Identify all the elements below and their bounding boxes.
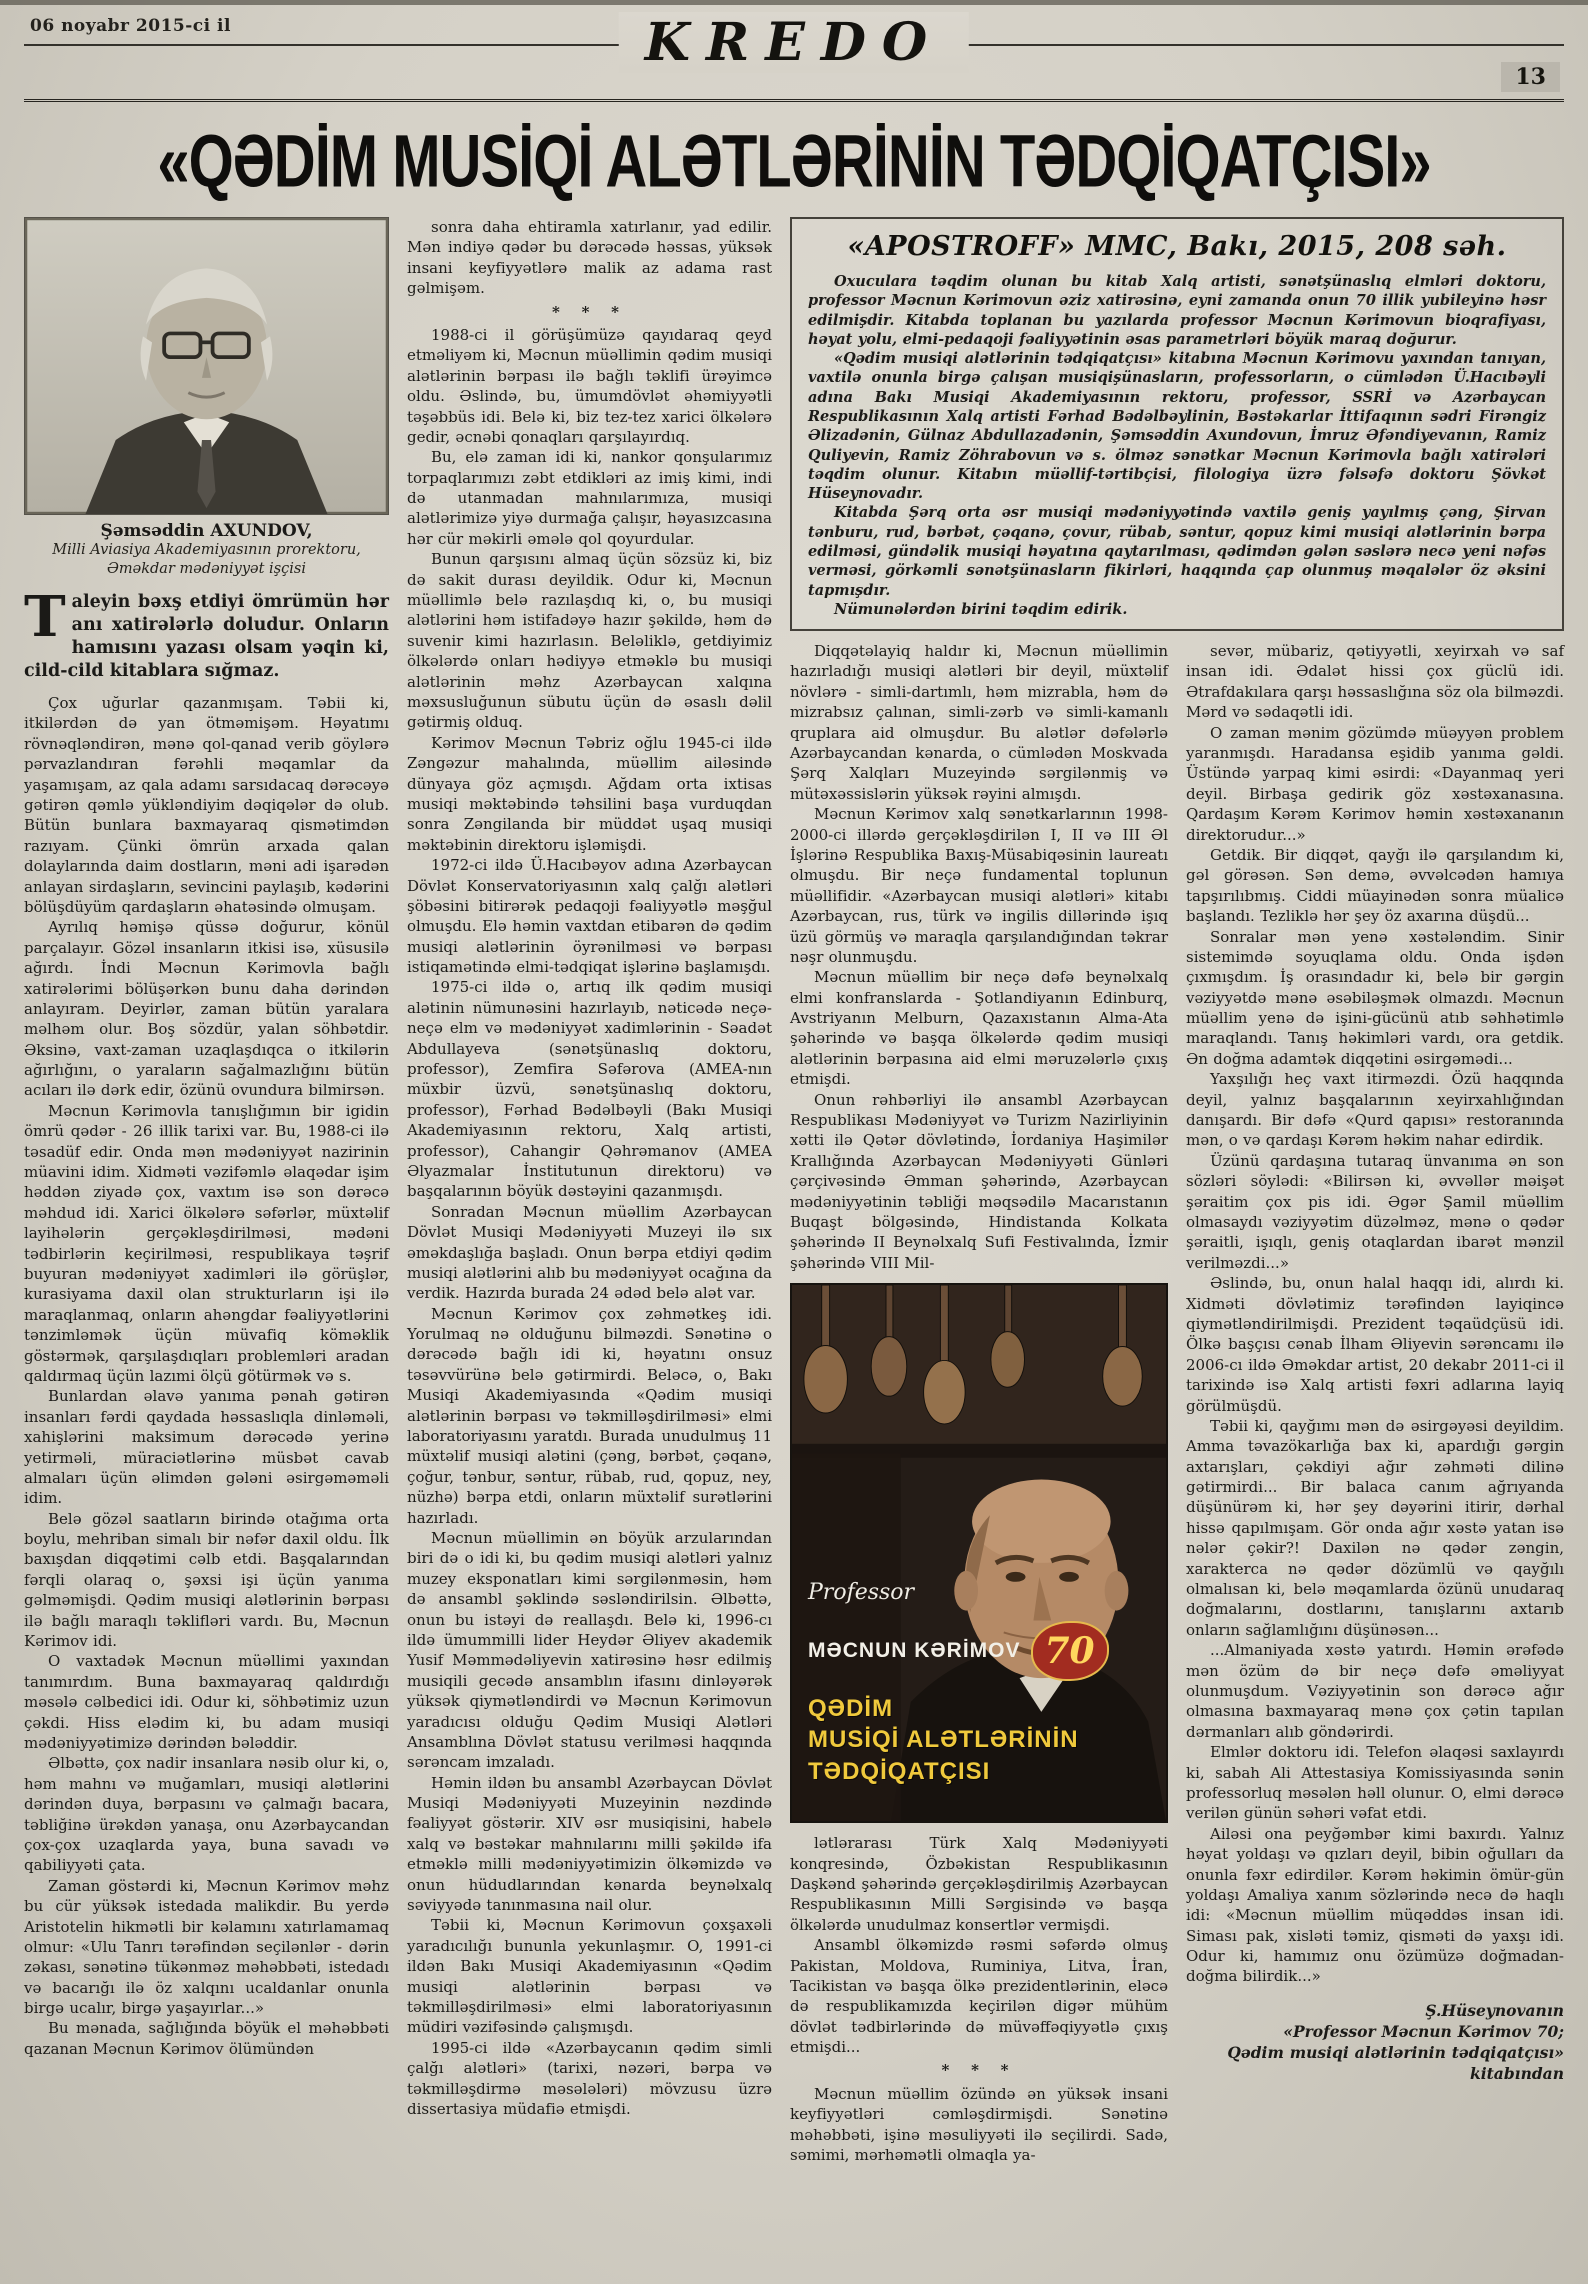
page-number: 13: [1501, 62, 1560, 92]
paragraph: Əslində, bu, onun halal haqqı idi, alırdı ki. Xidməti dövlətimiz tərəfindən layiqincə qiymətləndirilmişdi. Prezident təqaüdçüsü idi. Ölkə başçısı cənab İlham Əliyevin sərəncamı ilə 2006-cı ildə Əməkdar artist, 20 dekabr 2011-ci il tarixində isə Xalq artisti fəxri adlarına layiq görülmüşdü.: [1186, 1274, 1564, 1415]
paragraph: Ailəsi ona peyğəmbər kimi baxırdı. Yalnız həyat yoldaşı və qızları deyil, bibin oğulları da onunla fəxr edirdilər. Kərəm həkimin ömür-gün yoldaşı Amaliya xanım sözlərində necə də haqlı idi: «Məcnun müəllim müqəddəs insan idi. Siması pak, xisləti təmiz, qisməti də yaxşı idi. Odur ki, hamımız onu özümüzə doğmadan-doğma bilirdik...»: [1186, 1824, 1564, 1986]
paragraph: Elmlər doktoru idi. Telefon əlaqəsi saxlayırdı ki, sabah Ali Attestasiya Komissiyasında sənin professorluq məsələn həll olunur. O, elmi dərəcə verilən günün səhəri vəfat etdi.: [1186, 1743, 1564, 1823]
paragraph: Sonralar mən yenə xəstələndim. Sinir sistemimdə soyuqlama oldu. Onda işdən çıxmışdım. İş orasındadır ki, belə bir gərgin vəziyyətdə mənə əsəbiləşmək olmazdı. Məcnun müəllim yenə də işini-gücünü atıb səhhətimlə maraqlandı. Tanış həkimləri vardı, ora getdik. Ən doğma adamtək diqqətini əsirgəmədi...: [1186, 927, 1564, 1068]
paragraph: sonra daha ehtiramla xatırlanır, yad edilir. Mən indiyə qədər bu dərəcədə həssas, yüksək insani keyfiyyətlərə malik az adama rast gəlmişəm.: [407, 218, 772, 298]
masthead-title: KREDO: [619, 12, 969, 73]
column-2-text: [407, 217, 772, 2119]
page-header: [24, 6, 1564, 102]
paragraph: Getdik. Bir diqqət, qayğı ilə qarşılandım ki, gəl görəsən. Sən demə, əvvəlcədən hamıya tapşırılıbmış. Ciddi müayinədən sonra müalicə başlandı. Tezliklə hər şey öz axarına düşdü...: [1186, 845, 1564, 926]
paragraph: Üzünü qardaşına tutaraq ünvanıma ən son sözləri söylədi: «Bilirsən ki, əvvəllər məişət şəraitim çox pis idi. Əgər Şamil müəllim olmasaydı vəziyyətim düzəlməz, mənə o qədər şəraitli, işıqlı, geniş otaqlardan ibarət mənzil verilməzdi...»: [1186, 1151, 1564, 1272]
paragraph: Məcnun müəllimin ən böyük arzularından biri də o idi ki, bu qədim musiqi alətləri yalnız muzey eksponatları kimi sərgilənməsin, həm də ansambl şəklində səsləndirilsin. Əlbəttə, onun bu istəyi də reallaşdı. Belə ki, 1996-cı ildə ümummilli lider Heydər Əliyev akademik Yusif Məmmədəliyevin xatirəsinə həsr edilmiş musiqili gecədə ansamblın ifasını dinləyərək yüksək qiymətləndirdi və Məcnun Kərimovun yaradıcısı olduğu Qədim Musiqi Alətləri Ansamblına Dövlət statusu verilməsi haqqında sərəncam imzaladı.: [407, 1529, 772, 1772]
paragraph: Məcnun müəllim özündə ən yüksək insani keyfiyyətləri cəmləşdirmişdi. Sənətinə məhəbbəti, işinə məsuliyyəti ilə seçilirdi. Sadə, səmimi, mərhəmətli olmaqla ya-: [790, 2084, 1168, 2165]
paragraph: Ayrılıq həmişə qüssə doğurur, könül parçalayır. Gözəl insanların itkisi isə, xüsusilə ağırdı. İndi Məcnun Kərimovla bağlı xatirələrimi bölüşərkən bunu daha dərindən anlayıram. Deyirlər, zaman bütün yaralara məlhəm olur. Boş sözdür, yalan söhbətdir. Əksinə, vaxt-zaman uzaqlaşdıqca o itkilərin ağırlığını, o yaraların sağalmazlığını bütün acıları ilə dərk edir, özünü ovundura bilmirsən.: [24, 918, 389, 1100]
caption-author-role-2: Əməkdar mədəniyyət işçisi: [107, 560, 306, 577]
paragraph: O zaman mənim gözümdə müəyyən problem yaranmışdı. Haradansa eşidib yanıma gəldi. Üstündə yarpaq kimi əsirdi: «Dayanmaq yeri deyil. Birbaşa gedirik göz xəstəxanasına. Qardaşım Kərəm Kərimov həmin xəstəxananın direktorudur...»: [1186, 723, 1564, 844]
paragraph: Bu mənada, sağlığında böyük el məhəbbəti qazanan Məcnun Kərimov ölümündən: [24, 2019, 389, 2058]
book-review-box: [790, 217, 1564, 631]
book-review-text: [808, 272, 1546, 619]
paragraph: Bunlardan əlavə yanıma pənah gətirən insanları fərdi qaydada həssaslıqla dinləməli, xahişlərini maksimum dərəcədə yerinə yetirməli, müraciətlərinə müsbət cavab almaları üçün əlimdən gələni əsirgəməməli idim.: [24, 1387, 389, 1508]
paragraph: Diqqətəlayiq haldır ki, Məcnun müəllimin hazırladığı musiqi alətləri bir deyil, müxtəlif növlərə - simli-dartımlı, həm mizrabla, həm də mizrabsız çalınan, simli-zərb və simli-kamanlı qruplara aid olmuşdur. Bu alətlər dəfələrlə Azərbaycandan kənarda, o cümlədən Moskvada Şərq Xalqları Muzeyində sərgilənmiş və mütəxəssislərin yüksək rəyini almışdı.: [790, 642, 1168, 803]
column-3-text-top: [790, 641, 1168, 1273]
paragraph: * * *: [552, 302, 627, 321]
paragraph: Belə gözəl saatların birində otağıma orta boylu, mehriban simalı bir nəfər daxil oldu. İlk baxışdan diqqətimi cəlb etdi. Başqalarından fərqli olaraq o, şəxsi işi üçün yanıma gəlməmişdi. Qədim musiqi alətlərinin bərpası ilə bağlı maraqlı təklifləri vardı. Bu, Məcnun Kərimov idi.: [24, 1509, 389, 1651]
paragraph: Onun rəhbərliyi ilə ansambl Azərbaycan Respublikası Mədəniyyət və Turizm Nazirliyinin xətti ilə Qətər dövlətində, İordaniya Haşimilər Krallığında Azərbaycan Mədəniyyəti Günləri çərçivəsində Əmman şəhərində, Azərbaycan mədəniyyətinin təbliği məqsədilə Macarıstanın Buqaşt bölgəsində, Hindistanda Kolkata şəhərində II Beynəlxalq Sufi Festivalında, İzmir şəhərində VIII Mil-: [790, 1090, 1168, 1272]
column-3-text-bottom: [790, 1833, 1168, 2165]
column-1: [24, 217, 389, 2165]
drop-cap: T: [24, 583, 66, 650]
paragraph: Məcnun Kərimovla tanışlığımın bir igidin ömrü qədər - 26 illik tarixi var. Bu, 1988-ci ilə təsadüf edir. Onda mən mədəniyyət nazirinin müavini idim. Xidməti vəzifəmlə əlaqədar işim həddən ziyadə çox, vaxtım isə son dərəcə məhdud idi. Xarici ölkələrə səfərlər, müxtəlif layihələrin gerçəkləşdirilməsi, mədəni tədbirlərin keçirilməsi, respublikaya təşrif buyuran mədəniyyət xadimləri ilə görüşlər, kurasiyama daxil olan strukturların işi ilə maraqlanmaq, onların ahəngdar fəaliyyətlərini tənzimləmək üçün müvafiq köməklik göstərmək, qarşılaşdıqları problemləri aradan qaldırmaq üçün lazımi ölçü götürmək və s.: [24, 1101, 389, 1385]
caption-author-name: Şəmsəddin AXUNDOV,: [100, 521, 313, 541]
paragraph: Oxuculara təqdim olunan bu kitab Xalq artisti, sənətşünaslıq elmləri doktoru, professor Məcnun Kərimovun əziz xatirəsinə, eyni zamanda onun 70 illik yubileyinə həsr edilmişdir. Kitabda toplanan bu yazılarda professor Məcnun Kərimovun bioqrafiyası, həyat yolu, elmi-pedaqoji fəaliyyətinin əsas parametrləri böyük maraq doğurur.: [808, 273, 1546, 348]
article-body: [24, 217, 1564, 2165]
issue-date: 06 noyabr 2015-ci il: [30, 16, 231, 36]
paragraph: Kərimov Məcnun Təbriz oğlu 1945-ci ildə Zəngəzur mahalında, müəllim ailəsində dünyaya göz açmışdı. Ağdam orta ixtisas musiqi məktəbində təhsilini başa vurduqdan sonra Zəngilanda bir müddət uşaq musiqi məktəbinin direktoru işləmişdi.: [407, 733, 772, 854]
paragraph: O vaxtadək Məcnun müəllimi yaxından tanımırdım. Buna baxmayaraq qaldırdığı məsələ cəlbedici idi. Odur ki, söhbətimiz uzun çəkdi. Hiss elədim ki, bu adam musiqi mədəniyyətimizə dərindən bələddir.: [24, 1652, 389, 1752]
right-columns: [790, 641, 1564, 2165]
paragraph: 1988-ci il görüşümüzə qayıdaraq qeyd etməliyəm ki, Məcnun müəllimin qədim musiqi alətlərinin bərpası ilə bağlı təklifi ürəyimcə oldu. Əslində, bu, ümumdövlət əhəmiyyətli təşəbbüs idi. Belə ki, biz tez-tez xarici ölkələrə gedir, əcnəbi qonaqları qarşılayırdıq.: [407, 325, 772, 446]
paragraph: Qədim musiqi alətlərinin tədqiqatçısı»: [1227, 2042, 1564, 2062]
right-half: [790, 217, 1564, 2165]
paragraph: Bunun qarşısını almaq üçün sözsüz ki, biz də sakit durası deyildik. Odur ki, Məcnun müəllimlə belə razılaşdıq ki, o, bu musiqi alətlərini həm istifadəyə hazır şəkildə, həm də suvenir kimi hazırlasın. Beləliklə, getdiyimiz ölkələrdə onları hədiyyə etməklə bu musiqi alətlərinin məhz Azərbaycan xalqına məxsusluğunun sübutu üçün də əsaslı dəlil gətirmiş olduq.: [407, 550, 772, 732]
paragraph: Sonradan Məcnun müəllim Azərbaycan Dövlət Musiqi Mədəniyyəti Muzeyi ilə sıx əməkdaşlığa başladı. Onun bərpa etdiyi qədim musiqi alətlərini alıb bu mədəniyyət ocağına da verdik. Hazırda burada 24 ədəd belə alət var.: [407, 1202, 772, 1303]
paragraph: Məcnun Kərimov xalq sənətkarlarının 1998-2000-ci illərdə gerçəkləşdirilən I, II və III Əl İşlərinə Respublika Baxış-Müsabiqəsinin laureatı olmuşdu. Bir neçə fundamental toplunun müəllifidir. «Azərbaycan musiqi alətləri» kitabı Azərbaycan, rus, türk və ingilis dillərində işıq üzü görmüş və maraqla qarşılandığından təkrar nəşr olunmuşdu.: [790, 805, 1168, 966]
cover-name-row: [808, 1621, 1109, 1681]
lead-text: aleyin bəxş etdiyi ömrümün hər anı xatirələrlə doludur. Onların hamısını yazası olsam yəqin ki, cild-cild kitablara sığmaz.: [24, 591, 389, 681]
portrait-illustration: [25, 218, 388, 514]
paragraph: «Professor Məcnun Kərimov 70;: [1283, 2021, 1564, 2041]
paragraph: QƏDİM: [808, 1695, 894, 1723]
paragraph: Əlbəttə, çox nadir insanlara nəsib olur ki, o, həm mahnı və muğamları, musiqi alətlərini dərindən duya, bərpasını və çalmağı bacara, təbliğinə ürəkdən yanaşa, onu Azərbaycandan çox-çox uzaqlarda yaya, buna savadı və qabiliyyəti çata.: [24, 1754, 389, 1875]
paragraph: lətlərarası Türk Xalq Mədəniyyəti konqresində, Özbəkistan Respublikasının Daşkənd şəhərində gerçəkləşdirilmiş Azərbaycan Respublikasının Milli Sərgisində və başqa ölkələrdə unudulmaz konsertlər vermişdi.: [790, 1834, 1168, 1934]
paragraph: TƏDQİQATÇISI: [808, 1757, 991, 1785]
article-headline: «QƏDİM MUSİQİ ALƏTLƏRİNİN TƏDQİQATÇISI»: [157, 119, 1431, 204]
cover-professor-label: Professor: [808, 1580, 915, 1606]
paragraph: Təbii ki, qayğımı mən də əsirgəyəsi deyildim. Amma təvazökarlığa bax ki, apardığı gərgin axtarışları, çəkdiyi ağır zəhməti dilinə gətirmirdi... Bir balaca canım ağrıyanda düşünürəm ki, hər şey dəyərini itirir, dərhal hissə qapılmışam. Gör onda ağır xəstə yatan isə nələr çəkir?! Daxilən nə qədər zəngin, xarakterca nə qədər dözümlü və qayğılı olmalısan ki, belə məqamlarda özünü unudaraq doğmalarını, dostlarını, tanışlarını axtarıb onların sağlamlığını düşünəsən...: [1186, 1416, 1564, 1639]
cover-book-title: [808, 1693, 1079, 1787]
paragraph: Kitabda Şərq orta əsr musiqi mədəniyyətində vaxtilə geniş yayılmış çəng, Şirvan tənburu, rud, bərbət, çəqanə, çovur, rübab, səntur, qopuz kimi musiqi alətlərinin bərpa edilməsi, gündəlik musiqi həyatına qaytarılması, qədimdən gələn səslərə necə yeni nəfəs verməsi, görkəmli sənətşünasların fikirləri, haqqında çap olunmuş məqalələr öz əksini tapmışdır.: [808, 504, 1546, 599]
paragraph: MUSİQİ ALƏTLƏRİNİN: [808, 1726, 1079, 1754]
paragraph: 1995-ci ildə «Azərbaycanın qədim simli çalğı alətləri» (tarixi, nəzəri, bərpa və təkmilləşdirmə məsələləri) mövzusu üzrə dissertasiya müdafiə etmişdi.: [407, 2038, 772, 2118]
paragraph: Yaxşılığı heç vaxt itirməzdi. Özü haqqında deyil, yalnız başqalarının xeyirxahlığından danışardı. Bir dəfə «Qurd qapısı» restoranında mən, o və qardaşı Kərəm həkim nahar edirdik.: [1186, 1070, 1564, 1150]
column-4: [1186, 641, 1564, 2165]
paragraph: Ansambl ölkəmizdə rəsmi səfərdə olmuş Pakistan, Moldova, Ruminiya, Litva, İran, Tacikistan və başqa ölkə prezidentlərinin, eləcə də respublikamızda keçirilən digər mühüm dövlət tədbirlərində də müvəffəqiyyətlə çıxış etmişdi...: [790, 1936, 1168, 2057]
paragraph: Məcnun müəllim bir neçə dəfə beynəlxalq elmi konfranslarda - Şotlandiyanın Edinburq, Avstriyanın Melburn, Qazaxıstanın Alma-Ata şəhərində və başqa ölkələrdə qədim musiqi alətlərinin bərpasına aid elmi məruzələrlə çıxış etmişdi.: [790, 968, 1168, 1089]
lead-paragraph: [24, 583, 389, 683]
paragraph: Ş.Hüseynovanın: [1425, 2000, 1564, 2020]
article-signature: [1186, 2001, 1564, 2085]
cover-person-name: MƏCNUN KƏRİMOV: [808, 1639, 1021, 1663]
cover-70-badge: 70: [1031, 1621, 1109, 1681]
book-cover-photo: [790, 1283, 1168, 1823]
paragraph: Bu, elə zaman idi ki, nankor qonşularımız torpaqlarımızı zəbt etdikləri az imiş kimi, indi də utanmadan mahnılarımıza, musiqi alətlərimizə yiyə durmağa çalışır, həyasızcasına hər cür məkirli əmələ qol qoyurdular.: [407, 448, 772, 548]
paragraph: Həmin ildən bu ansambl Azərbaycan Dövlət Musiqi Mədəniyyəti Muzeyinin nəzdində fəaliyyət göstərir. XIV əsr musiqisini, habelə xalq və bəstəkar mahnılarını milli şəkildə ifa etməklə milli mədəniyyətimizin ölkəmizdə və onun hüdudlarından kənarda beynəlxalq səviyyədə tanınmasına nail olur.: [407, 1773, 772, 1915]
paragraph: * * *: [941, 2061, 1017, 2080]
column-1-text: [24, 693, 389, 2059]
paragraph: Təbii ki, Məcnun Kərimovun çoxşaxəli yaradıcılığı bununla yekunlaşmır. O, 1991-ci ildən Bakı Musiqi Akademiyasının «Qədim musiqi alətlərinin bərpası və təkmilləşdirilməsi» elmi laboratoriyasının müdiri vəzifəsində çalışmışdı.: [407, 1916, 772, 2037]
paragraph: sevər, mübariz, qətiyyətli, xeyirxah və saf insan idi. Ədalət hissi çox güclü idi. Ətrafdakılara qarşı həssaslığına söz ola bilməzdi. Mərd və sədaqətli idi.: [1186, 642, 1564, 722]
column-3: [790, 641, 1168, 2165]
paragraph: 1975-ci ildə o, artıq ilk qədim musiqi alətinin nümunəsini hazırlayıb, nəticədə neçə-neçə elm və mədəniyyət xadimlərinin - Səadət Abdullayeva (sənətşünaslıq doktoru, professor), Zemfira Səfərova (AMEA-nın müxbir üzvü, sənətşünaslıq doktoru, professor), Fərhad Bədəlbəyli (Bakı Musiqi Akademiyasının rektoru, Xalq artisti, professor), Cahangir Qəhrəmanov (AMEA Əlyazmalar İnstitutunun direktoru) və başqalarının böyük dəstəyini qazanmışdı.: [407, 978, 772, 1201]
author-portrait-photo: [24, 217, 389, 515]
column-2: [407, 217, 772, 2165]
paragraph: kitabından: [1470, 2063, 1564, 2083]
paragraph: Nümunələrdən birini təqdim edirik.: [834, 600, 1128, 618]
portrait-caption: [24, 521, 389, 579]
book-imprint-title: «APOSTROFF» MMC, Bakı, 2015, 208 səh.: [847, 231, 1507, 262]
paragraph: ...Almaniyada xəstə yatırdı. Həmin ərəfədə mən özüm də bir neçə dəfə əməliyyat olunmuşdum. Vəziyyətinin son dərəcə ağır olmasına baxmayaraq mənə çox çətin tapılan dərmanları alıb göndərirdi.: [1186, 1641, 1564, 1741]
caption-author-role-1: Milli Aviasiya Akademiyasının prorektoru,: [52, 542, 361, 558]
paragraph: Zaman göstərdi ki, Məcnun Kərimov məhz bu cür yüksək istedada malikdir. Bu yerdə Aristotelin hikmətli bir kəlamını xatırlamamaq olmur: «Ulu Tanrı tərəfindən seçilənlər - dərin zəkası, sənətinə tükənməz məhəbbəti, istedadı və bacarığı ilə öz xalqını ucaldanlar onunla birgə ucalır, birgə yaşayırlar...»: [24, 1876, 389, 2018]
column-4-text: [1186, 641, 1564, 1987]
paragraph: «Qədim musiqi alətlərinin tədqiqatçısı» kitabına Məcnun Kərimovu yaxından tanıyan, vaxtilə onunla birgə çalışan musiqişünasların, professorların, o cümlədən Ü.Hacıbəyli adına Bakı Musiqi Akademiyasının rektoru, professor, SSRİ və Azərbaycan Respublikasının Xalq artisti Fərhad Bədəlbəylinin, Bəstəkarlar İttifaqının sədri Firəngiz Əlizadənin, Gülnaz Abdullazadənin, Şəmsəddin Axundovun, İmruz Əfəndiyevanın, Ramiz Quliyevin, Ramiz Zöhrabovun və s. ölməz sənətkar Məcnun Kərimovla bağlı xatirələri təqdim olunur. Kitabın müəllif-tərtibçisi, filologiya üzrə fəlsəfə doktoru Şövkət Hüseynovadır.: [808, 350, 1546, 503]
paragraph: 1972-ci ildə Ü.Hacıbəyov adına Azərbaycan Dövlət Konservatoriyasının xalq çalğı alətləri şöbəsini bitirərək pedaqoji fəaliyyətlə məşğul olmuşdu. Elə həmin vaxtdan etibarən də qədim musiqi alətlərinin öyrənilməsi və bərpası istiqamətində elmi-tədqiqat işlərinə başlamışdı.: [407, 856, 772, 977]
paragraph: Çox uğurlar qazanmışam. Təbii ki, itkilərdən də yan ötməmişəm. Həyatımı rövnəqləndirən, mənə qol-qanad verib göylərə pərvazlandıran fərəhli məqamlar da yaşamışam, az qala adamı sarsıdacaq dərəcəyə gətirən qəmlə yükləndiyim dəqiqələr də olub. Bütün bunlara baxmayaraq qismətimdən razıyam. Çünki ömrün arxada qalan dolaylarında daim dostların, məni adi işarədən anlayan sirdaşların, sevincini paylaşıb, kədərini bölüşdüyüm qardaşların əhatəsində olmuşam.: [24, 694, 389, 916]
paragraph: Məcnun Kərimov çox zəhmətkeş idi. Yorulmaq nə olduğunu bilməzdi. Sənətinə o dərəcədə bağlı idi ki, həyatını onsuz təsəvvürünə belə gətirmirdi. Beləcə, o, Bakı Musiqi Akademiyasında «Qədim musiqi alətlərinin bərpası və təkmilləşdirilməsi» elmi laboratoriyasını yaratdı. Burada unudulmuş 11 müxtəlif musiqi alətini (çəng, bərbət, çəqanə, çoğur, tənbur, səntur, rübab, rud, qopuz, ney, nüzhə) bərpa etdi, onların müxtəlif surətlərini hazırladı.: [407, 1304, 772, 1527]
